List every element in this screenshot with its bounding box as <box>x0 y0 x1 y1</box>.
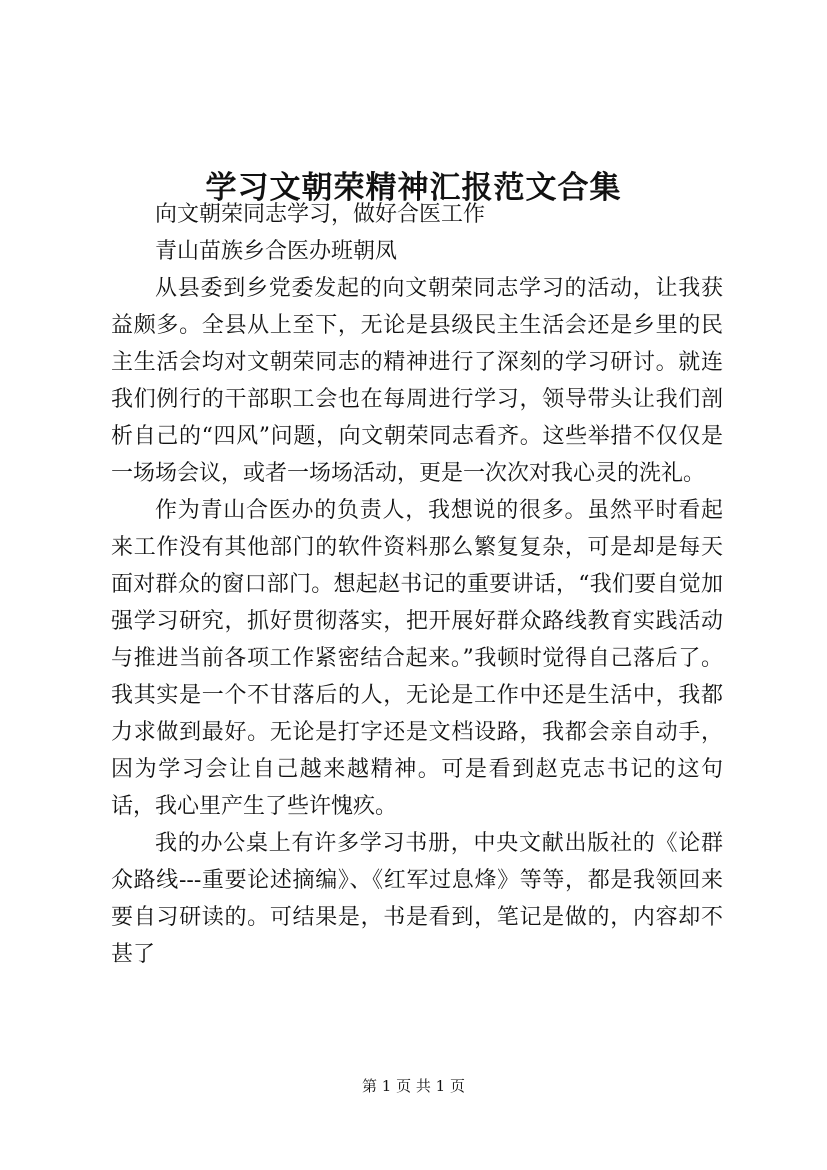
author-line: 青山苗族乡合医办班朝凤 <box>155 239 398 264</box>
subtitle-line: 向文朝荣同志学习，做好合医工作 <box>155 202 486 227</box>
body-paragraph: 作为青山合医办的负责人，我想说的很多。虽然平时看起来工作没有其他部门的软件资料那么繁复复杂，可是却是每天面对群众的窗口部门。想起赵书记的重要讲话，“我们要自觉加强学习研究，抓好贯彻落实，把开展好群众路线教育实践活动与推进当前各项工作紧密结合起来。”我顿时觉得自己落后了。我其实是一个不甘落后的人，无论是工作中还是生活中，我都力求做到最好。无论是打字还是文档设路，我都会亲自动手，因为学习会让自己越来越精神。可是看到赵克志书记的这句话，我心里产生了些许愧疚。 <box>111 498 723 819</box>
document-title: 学习文朝荣精神汇报范文合集 <box>205 169 622 206</box>
document-body <box>111 196 723 973</box>
page-footer: 第 1 页 共 1 页 <box>362 1077 465 1095</box>
body-paragraph: 我的办公桌上有许多学习书册，中央文献出版社的《论群众路线---重要论述摘编》、《红军过息烽》等等，都是我领回来要自习研读的。可结果是，书是看到，笔记是做的，内容却不甚了 <box>111 831 723 967</box>
body-paragraph: 从县委到乡党委发起的向文朝荣同志学习的活动，让我获益颇多。全县从上至下，无论是县级民主生活会还是乡里的民主生活会均对文朝荣同志的精神进行了深刻的学习研讨。就连我们例行的干部职工会也在每周进行学习，领导带头让我们剖析自己的“四风”问题，向文朝荣同志看齐。这些举措不仅仅是一场场会议，或者一场场活动，更是一次次对我心灵的洗礼。 <box>111 276 723 486</box>
